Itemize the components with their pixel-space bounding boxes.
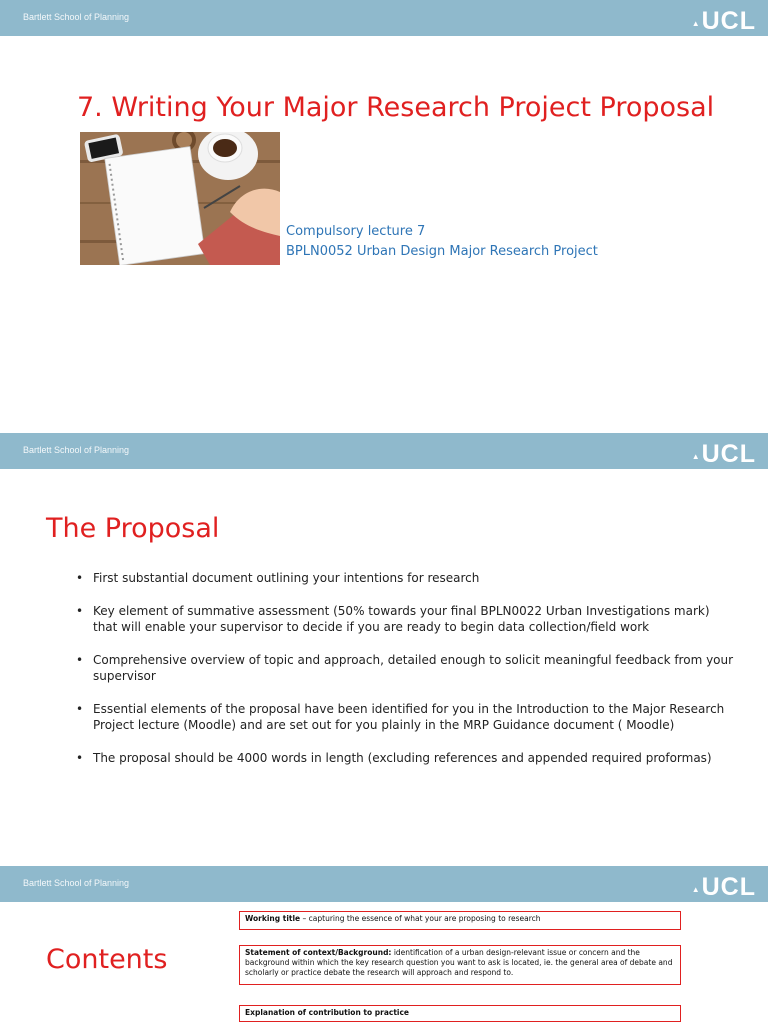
box-text: – capturing the essence of what your are proposing to research (300, 914, 541, 923)
slide-2 (0, 433, 768, 866)
ucl-logo (692, 874, 756, 900)
logo-text: UCL (701, 7, 756, 35)
content-box-contribution (239, 1005, 681, 1022)
content-box-working-title (239, 911, 681, 930)
box-text: identification of a urban design-relevant issue or concern and the background within which the key research question you want to ask is located, ie. the general area of debate and scholarly or practice debate the research will approach and respond to. (245, 948, 673, 977)
slide-title: Contents (46, 944, 168, 975)
bullet-item: • Comprehensive overview of topic and approach, detailed enough to solicit meaningful feedback from your supervisor (76, 652, 736, 684)
header-bar (0, 433, 768, 469)
logo-text: UCL (701, 873, 756, 901)
slide-3 (0, 866, 768, 1024)
portico-icon: ▲ (691, 452, 700, 461)
ucl-logo (692, 8, 756, 34)
slide-1 (0, 0, 768, 433)
slide-title: 7. Writing Your Major Research Project Proposal (77, 92, 715, 123)
bullet-list (76, 570, 736, 783)
ucl-logo (692, 441, 756, 467)
portico-icon: ▲ (691, 885, 700, 894)
header-bar (0, 0, 768, 36)
desk-photo (80, 132, 280, 265)
bullet-item: • Essential elements of the proposal have been identified for you in the Introduction to the Major Research Project lecture (Moodle) and are set out for you plainly in the MRP Guidance document ( Moodle) (76, 701, 736, 733)
bullet-item: • Key element of summative assessment (50% towards your final BPLN0022 Urban Investigations mark) that will enable your supervisor to decide if you are ready to begin data collection/field work (76, 603, 736, 635)
logo-text: UCL (701, 440, 756, 468)
subtitle-lecture: Compulsory lecture 7 (286, 224, 426, 239)
content-box-context (239, 945, 681, 985)
slide-title: The Proposal (46, 513, 220, 544)
school-name: Bartlett School of Planning (23, 445, 130, 455)
portico-icon: ▲ (691, 19, 700, 28)
box-label: Explanation of contribution to practice (245, 1008, 410, 1017)
school-name: Bartlett School of Planning (23, 12, 130, 22)
header-bar (0, 866, 768, 902)
bullet-item: • The proposal should be 4000 words in length (excluding references and appended required proformas) (76, 750, 736, 766)
school-name: Bartlett School of Planning (23, 878, 130, 888)
bullet-item: • First substantial document outlining your intentions for research (76, 570, 736, 586)
box-label: Statement of context/Background: (245, 948, 392, 957)
box-label: Working title (245, 914, 301, 923)
subtitle-course: BPLN0052 Urban Design Major Research Project (286, 244, 598, 259)
